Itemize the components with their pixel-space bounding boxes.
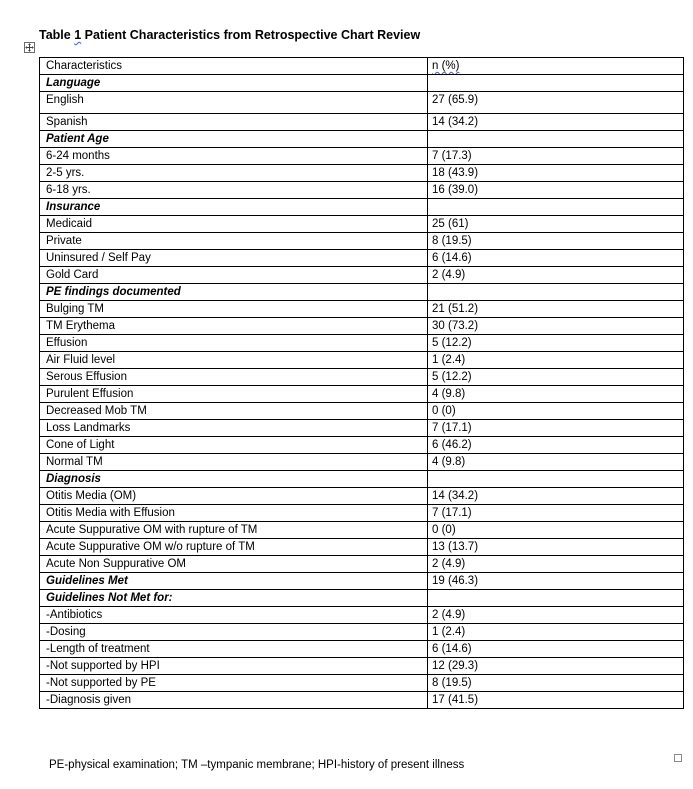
row-value: 1 (2.4)	[428, 352, 684, 369]
table-row	[40, 403, 684, 420]
section-label: Diagnosis	[40, 471, 428, 488]
table-row	[40, 267, 684, 284]
row-label: 6-24 months	[40, 148, 428, 165]
row-label: English	[40, 92, 428, 114]
row-value: 6 (14.6)	[428, 250, 684, 267]
table-row	[40, 607, 684, 624]
row-label: 2-5 yrs.	[40, 165, 428, 182]
row-label: -Dosing	[40, 624, 428, 641]
section-label: Insurance	[40, 199, 428, 216]
row-label: Otitis Media (OM)	[40, 488, 428, 505]
row-value: 6 (46.2)	[428, 437, 684, 454]
row-value: 30 (73.2)	[428, 318, 684, 335]
row-value: 6 (14.6)	[428, 641, 684, 658]
row-label: -Length of treatment	[40, 641, 428, 658]
title-prefix: Table	[39, 28, 75, 42]
row-value: 2 (4.9)	[428, 267, 684, 284]
table-footnote: PE-physical examination; TM –tympanic membrane; HPI-history of present illness	[49, 759, 465, 771]
row-label: Loss Landmarks	[40, 420, 428, 437]
table-row	[40, 658, 684, 675]
row-value: 7 (17.1)	[428, 505, 684, 522]
row-value: 7 (17.1)	[428, 420, 684, 437]
section-row	[40, 75, 684, 92]
table-row	[40, 505, 684, 522]
table-row	[40, 454, 684, 471]
row-value: 7 (17.3)	[428, 148, 684, 165]
row-label: Normal TM	[40, 454, 428, 471]
row-value: 5 (12.2)	[428, 369, 684, 386]
row-label: Serous Effusion	[40, 369, 428, 386]
section-label: Language	[40, 75, 428, 92]
title-number: 1	[74, 28, 82, 42]
table-row	[40, 335, 684, 352]
row-label: Cone of Light	[40, 437, 428, 454]
row-value: 1 (2.4)	[428, 624, 684, 641]
row-value: 8 (19.5)	[428, 233, 684, 250]
row-value: 0 (0)	[428, 522, 684, 539]
table-row	[40, 488, 684, 505]
header-n-percent-text: n (%)	[432, 60, 460, 72]
row-value	[428, 590, 684, 607]
row-value	[428, 131, 684, 148]
row-label: Effusion	[40, 335, 428, 352]
table-row	[40, 420, 684, 437]
table-row	[40, 369, 684, 386]
table-row	[40, 352, 684, 369]
row-value: 18 (43.9)	[428, 165, 684, 182]
row-value: 14 (34.2)	[428, 114, 684, 131]
row-value: 14 (34.2)	[428, 488, 684, 505]
table-header-row	[40, 58, 684, 75]
row-label: Spanish	[40, 114, 428, 131]
section-label: Patient Age	[40, 131, 428, 148]
row-label: -Not supported by HPI	[40, 658, 428, 675]
section-row	[40, 131, 684, 148]
row-label: 6-18 yrs.	[40, 182, 428, 199]
section-row	[40, 590, 684, 607]
row-value: 4 (9.8)	[428, 454, 684, 471]
row-value: 13 (13.7)	[428, 539, 684, 556]
row-label: -Antibiotics	[40, 607, 428, 624]
table-row	[40, 675, 684, 692]
row-value	[428, 199, 684, 216]
table-row	[40, 216, 684, 233]
row-value: 2 (4.9)	[428, 556, 684, 573]
row-value: 21 (51.2)	[428, 301, 684, 318]
section-row	[40, 471, 684, 488]
row-value: 8 (19.5)	[428, 675, 684, 692]
section-row	[40, 199, 684, 216]
row-value: 0 (0)	[428, 403, 684, 420]
table-row	[40, 182, 684, 199]
table-row	[40, 250, 684, 267]
section-label: Guidelines Not Met for:	[40, 590, 428, 607]
row-value: 27 (65.9)	[428, 92, 684, 114]
table-resize-handle[interactable]	[674, 754, 682, 762]
row-label: Medicaid	[40, 216, 428, 233]
section-row	[40, 573, 684, 590]
row-label: Uninsured / Self Pay	[40, 250, 428, 267]
table-row	[40, 556, 684, 573]
row-label: Otitis Media with Effusion	[40, 505, 428, 522]
table-row	[40, 692, 684, 709]
row-label: -Not supported by PE	[40, 675, 428, 692]
table-row	[40, 114, 684, 131]
row-value	[428, 75, 684, 92]
table-row	[40, 522, 684, 539]
row-value: 2 (4.9)	[428, 607, 684, 624]
table-row	[40, 233, 684, 250]
row-value: 12 (29.3)	[428, 658, 684, 675]
header-n-percent	[428, 58, 684, 75]
row-label: Gold Card	[40, 267, 428, 284]
table-row	[40, 539, 684, 556]
table-row	[40, 386, 684, 403]
title-suffix: Patient Characteristics from Retrospective Chart Review	[81, 28, 421, 42]
table-row	[40, 624, 684, 641]
row-label: Private	[40, 233, 428, 250]
table-row	[40, 148, 684, 165]
table-row	[40, 301, 684, 318]
section-label: PE findings documented	[40, 284, 428, 301]
table-move-handle-icon[interactable]	[24, 42, 35, 53]
table-row	[40, 165, 684, 182]
section-row	[40, 284, 684, 301]
row-value: 19 (46.3)	[428, 573, 684, 590]
row-label: Acute Non Suppurative OM	[40, 556, 428, 573]
row-value	[428, 284, 684, 301]
patient-characteristics-table	[39, 57, 684, 709]
row-label: Decreased Mob TM	[40, 403, 428, 420]
row-label: Acute Suppurative OM with rupture of TM	[40, 522, 428, 539]
table-row	[40, 92, 684, 114]
table-row	[40, 318, 684, 335]
row-value: 16 (39.0)	[428, 182, 684, 199]
row-label: Bulging TM	[40, 301, 428, 318]
row-value: 17 (41.5)	[428, 692, 684, 709]
section-label: Guidelines Met	[40, 573, 428, 590]
row-value: 5 (12.2)	[428, 335, 684, 352]
row-label: Acute Suppurative OM w/o rupture of TM	[40, 539, 428, 556]
row-value: 4 (9.8)	[428, 386, 684, 403]
table-row	[40, 437, 684, 454]
table-row	[40, 641, 684, 658]
row-label: -Diagnosis given	[40, 692, 428, 709]
row-label: Purulent Effusion	[40, 386, 428, 403]
row-label: TM Erythema	[40, 318, 428, 335]
row-label: Air Fluid level	[40, 352, 428, 369]
header-characteristics: Characteristics	[40, 58, 428, 75]
table-title	[39, 28, 420, 42]
row-value: 25 (61)	[428, 216, 684, 233]
row-value	[428, 471, 684, 488]
